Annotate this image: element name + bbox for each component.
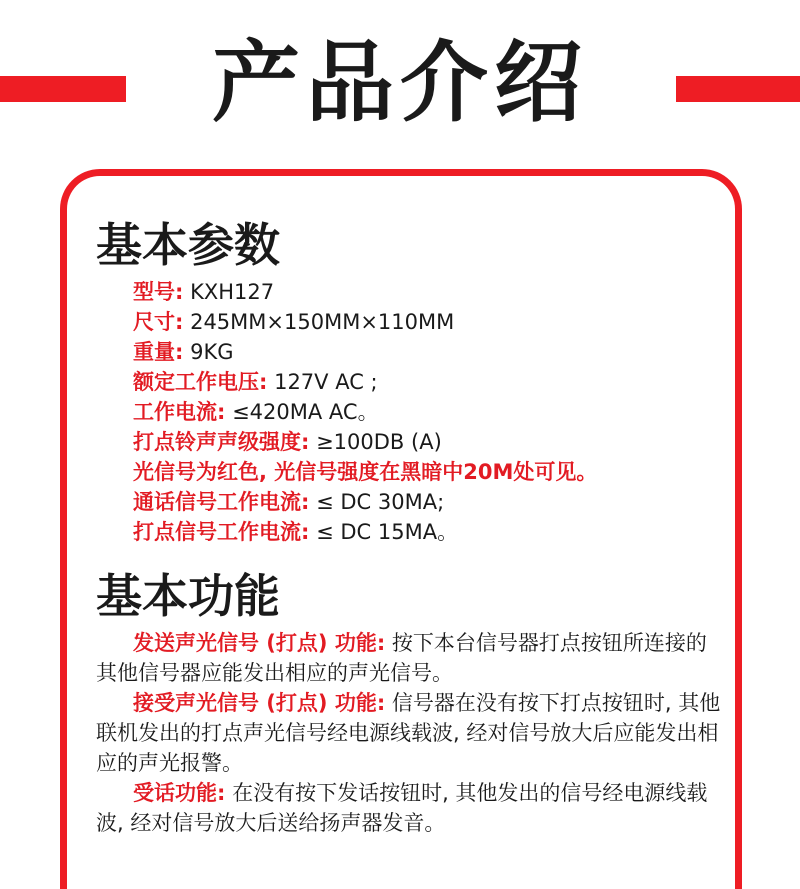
page-title: 产品介绍 xyxy=(211,31,588,134)
param-note: 光信号为红色, 光信号强度在黑暗中20M处可见。 xyxy=(133,460,598,484)
function-text: 按下本台信号器打点按钮所连接的其他信号器应能发出相应的声光信号。 xyxy=(96,631,707,685)
param-value: ≤420MA AC。 xyxy=(225,400,379,424)
function-send-signal xyxy=(96,628,726,688)
param-label: 额定工作电压: xyxy=(133,370,268,394)
param-row-call-current xyxy=(133,487,597,517)
param-label: 型号: xyxy=(133,280,184,304)
function-text: 在没有按下发话按钮时, 其他发出的信号经电源线载波, 经对信号放大后送给扬声器发音。 xyxy=(96,781,708,835)
param-label: 打点铃声声级强度: xyxy=(133,430,310,454)
section-heading-params: 基本参数 xyxy=(96,218,280,272)
param-row-dot-current xyxy=(133,517,597,547)
param-row-light-signal xyxy=(133,457,597,487)
param-label: 通话信号工作电流: xyxy=(133,490,310,514)
param-value: 127V AC ; xyxy=(267,370,378,394)
section-heading-functions: 基本功能 xyxy=(96,569,280,623)
param-value: ≤ DC 15MA。 xyxy=(309,520,459,544)
function-label: 受话功能: xyxy=(133,781,226,805)
param-row-weight xyxy=(133,337,597,367)
param-value: KXH127 xyxy=(183,280,275,304)
param-value: ≥100DB (A) xyxy=(309,430,442,454)
function-label: 接受声光信号 (打点) 功能: xyxy=(133,691,386,715)
function-list xyxy=(96,628,726,838)
param-row-model xyxy=(133,277,597,307)
param-row-size xyxy=(133,307,597,337)
param-value: ≤ DC 30MA; xyxy=(309,490,445,514)
param-value: 9KG xyxy=(183,340,234,364)
param-value: 245MM×150MM×110MM xyxy=(183,310,455,334)
param-label: 重量: xyxy=(133,340,184,364)
function-label: 发送声光信号 (打点) 功能: xyxy=(133,631,386,655)
param-label: 打点信号工作电流: xyxy=(133,520,310,544)
param-row-sound-level xyxy=(133,427,597,457)
param-list xyxy=(133,277,597,547)
param-label: 工作电流: xyxy=(133,400,226,424)
function-receive-call xyxy=(96,778,726,838)
param-row-voltage xyxy=(133,367,597,397)
param-label: 尺寸: xyxy=(133,310,184,334)
function-text: 信号器在没有按下打点按钮时, 其他联机发出的打点声光信号经电源线载波, 经对信号放大后应能发出相应的声光报警。 xyxy=(96,691,721,775)
function-receive-signal xyxy=(96,688,726,778)
param-row-current xyxy=(133,397,597,427)
